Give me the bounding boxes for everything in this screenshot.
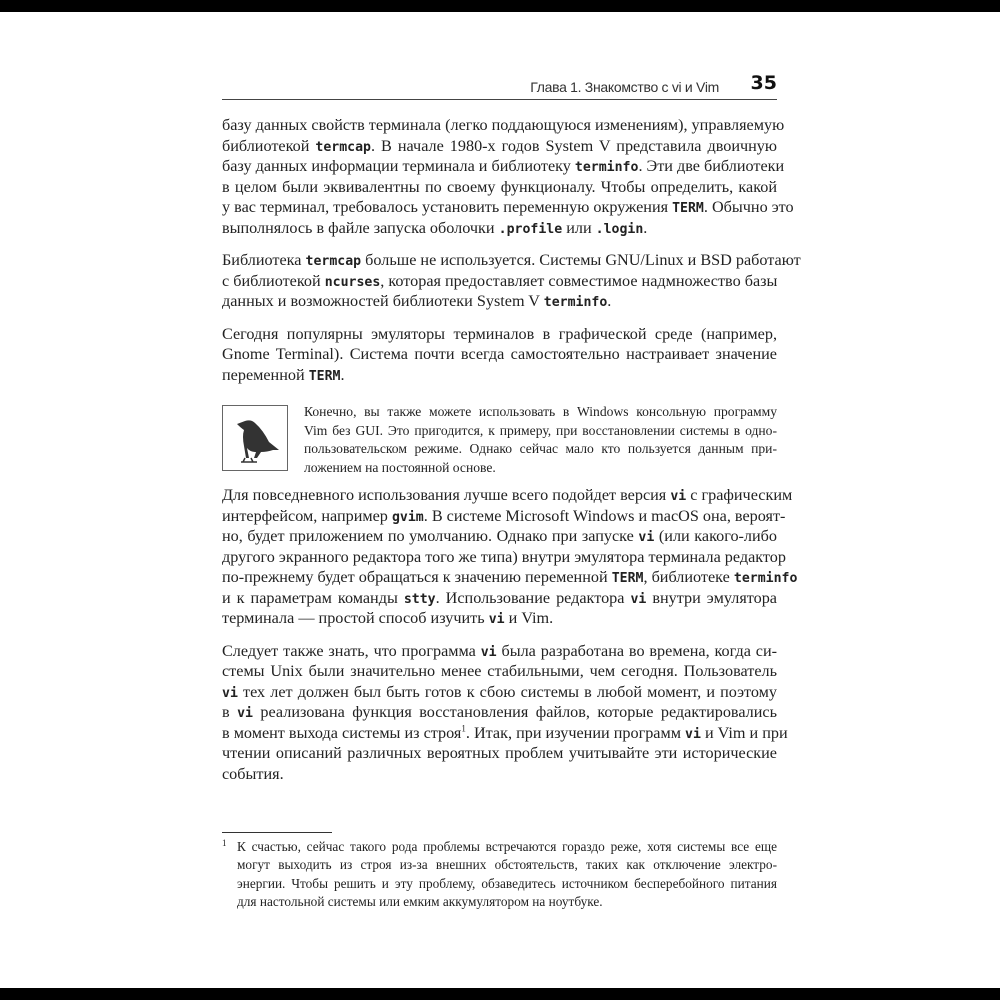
- paragraph: [222, 250, 801, 312]
- text-line: [222, 641, 777, 662]
- footnote-mark: 1: [222, 838, 227, 848]
- note-callout: [222, 405, 777, 485]
- text-line: [222, 291, 777, 312]
- text-run: Следует также знать, что программа: [222, 641, 481, 660]
- text-line: [222, 197, 794, 218]
- body-paragraphs-bottom: [222, 485, 798, 796]
- paragraph: [222, 115, 794, 238]
- text-line: [222, 567, 798, 588]
- text-line: [222, 136, 777, 157]
- text-line: [237, 893, 777, 911]
- text-line: [222, 250, 801, 271]
- inline-code: TERM: [672, 201, 704, 216]
- text-run: , которая предоставляет совместимое надмножество базы: [380, 271, 778, 290]
- inline-code: termcap: [315, 139, 371, 155]
- text-line: [222, 365, 777, 386]
- text-run: К счастью, сейчас такого рода проблемы встречаются гораздо реже, хотя системы все еще: [237, 839, 777, 854]
- text-line: [237, 856, 777, 874]
- footnote-reference: 1: [461, 723, 466, 734]
- text-run: Библиотека: [222, 251, 306, 269]
- paragraph: [222, 485, 798, 629]
- page-body: [222, 115, 801, 796]
- text-line: [222, 344, 777, 365]
- text-run: у вас терминал, требовалось установить переменную окружения: [222, 198, 673, 216]
- text-line: [222, 485, 793, 506]
- text-run: данных и возможностей библиотеки System V: [222, 292, 544, 310]
- text-run: . Использование редактора: [435, 588, 631, 607]
- text-line: [304, 440, 777, 459]
- inline-code: terminfo: [543, 295, 608, 310]
- inline-code: vi: [480, 644, 497, 660]
- inline-code: termcap: [305, 254, 362, 269]
- text-run: . Эти две библиотеки: [638, 157, 785, 175]
- text-run: и к параметрам команды: [222, 588, 404, 607]
- inline-code: vi: [670, 489, 687, 504]
- text-line: [222, 218, 777, 239]
- text-line: [304, 422, 777, 441]
- inline-code: terminfo: [733, 571, 798, 586]
- note-text: [304, 403, 777, 477]
- inline-code: vi: [685, 726, 701, 742]
- inline-code: TERM: [308, 368, 341, 384]
- text-run: но, будет приложением по умолчанию. Однако при запуске: [222, 527, 639, 545]
- text-run: .: [643, 218, 648, 237]
- text-run: Для повседневного использования лучше всего подойдет версия: [222, 486, 671, 504]
- inline-code: vi: [630, 591, 647, 607]
- text-line: [304, 403, 777, 422]
- text-run: внутри эмулятора: [646, 588, 777, 607]
- text-line: [222, 702, 777, 723]
- text-line: [222, 764, 777, 785]
- text-line: [222, 723, 788, 744]
- text-run: переменной: [222, 365, 309, 384]
- inline-code: terminfo: [574, 160, 639, 175]
- inline-code: .login: [595, 221, 644, 237]
- inline-code: vi: [237, 706, 253, 721]
- text-run: с библиотекой: [222, 271, 325, 290]
- text-run: интерфейсом, например: [222, 506, 392, 525]
- text-run: с графическим: [686, 486, 793, 504]
- text-run: выполнялось в файле запуска оболочки: [222, 218, 499, 237]
- text-run: энергии. Чтобы решить и эту проблему, обзаведитесь источником бесперебойного питания: [237, 875, 777, 891]
- text-run: (или какого-либо: [654, 527, 777, 545]
- book-page: [0, 12, 1000, 988]
- text-line: [222, 115, 785, 136]
- text-run: в целом были эквивалентны по своему функционалу. Чтобы определить, какой: [222, 177, 777, 196]
- text-line: [237, 875, 777, 893]
- text-run: . В системе Microsoft Windows и macOS она, вероят-: [423, 506, 786, 525]
- inline-code: .profile: [498, 221, 563, 237]
- text-run: базу данных свойств терминала (легко поддающуюся изменениям), управляемую: [222, 116, 785, 134]
- footnote-separator: [222, 832, 332, 833]
- chapter-title: Глава 1. Знакомство с vi и Vim: [530, 79, 719, 95]
- footnote-text: [237, 838, 777, 911]
- text-run: и Vim и при: [700, 723, 788, 742]
- text-line: [237, 838, 777, 856]
- text-line: [222, 588, 777, 609]
- text-line: [222, 526, 777, 547]
- text-run: тех лет должен был быть готов к сбою системы в любой момент, и поэтому: [237, 682, 777, 701]
- text-run: в: [222, 703, 238, 721]
- inline-code: gvim: [391, 509, 424, 525]
- text-line: [222, 506, 786, 527]
- text-run: другого экранного редактора того же типа) внутри эмулятора терминала редактор: [222, 547, 786, 566]
- text-line: [222, 682, 777, 703]
- inline-code: vi: [488, 612, 505, 627]
- text-run: события.: [222, 764, 284, 783]
- text-run: могут выходить из строя из-за внешних обстоятельств, таких как отключение электро-: [237, 857, 777, 873]
- text-line: [222, 547, 786, 568]
- text-run: для настольной системы или емким аккумулятором на ноутбуке.: [237, 893, 603, 909]
- text-run: по-прежнему будет обращаться к значению переменной: [222, 568, 612, 586]
- paragraph: [222, 324, 777, 386]
- running-header: [222, 64, 777, 100]
- paragraph: [222, 641, 788, 785]
- crow-icon: [222, 405, 288, 471]
- text-line: [222, 743, 777, 764]
- text-run: в момент выхода системы из строя: [222, 723, 462, 742]
- body-paragraphs-top: [222, 115, 801, 397]
- text-run: .: [607, 292, 612, 310]
- text-run: чтении описаний различных вероятных проблем учитывайте эти исторические: [222, 744, 777, 762]
- text-run: терминала — простой способ изучить: [222, 609, 489, 627]
- text-run: ложением на постоянной основе.: [304, 459, 496, 475]
- text-run: пользовательском режиме. Однако сейчас мало кто пользуется данным при-: [304, 441, 777, 456]
- text-run: . Итак, при изучении программ: [465, 723, 686, 742]
- inline-code: stty: [403, 591, 436, 607]
- text-run: .: [340, 365, 345, 384]
- text-run: реализована функция восстановления файлов, которые редактировались: [252, 703, 777, 721]
- text-line: [304, 459, 777, 478]
- text-run: , библиотеке: [643, 568, 734, 586]
- inline-code: ncurses: [324, 274, 381, 290]
- text-run: . Обычно это: [703, 198, 794, 216]
- text-line: [222, 177, 777, 198]
- inline-code: TERM: [611, 571, 644, 586]
- text-run: базу данных информации терминала и библиотеку: [222, 157, 575, 175]
- text-line: [222, 271, 777, 292]
- text-line: [222, 324, 777, 345]
- text-run: Конечно, вы также можете использовать в Windows консольную программу: [304, 404, 777, 419]
- text-run: Gnome Terminal). Система почти всегда самостоятельно настраивает значение: [222, 345, 777, 363]
- text-run: стемы Unix были значительно менее стабильными, чем сегодня. Пользователь: [222, 662, 777, 680]
- text-run: . В начале 1980-х годов System V представила двоичную: [371, 136, 777, 155]
- text-run: библиотекой: [222, 136, 316, 155]
- text-run: и Vim.: [504, 609, 554, 627]
- text-run: была разработана во времена, когда си-: [496, 641, 778, 660]
- text-line: [222, 608, 777, 629]
- text-run: Сегодня популярны эмуляторы терминалов в графической среде (например,: [222, 324, 777, 343]
- text-run: или: [562, 218, 596, 237]
- page-number: 35: [750, 72, 777, 94]
- inline-code: vi: [222, 685, 238, 701]
- text-line: [222, 661, 777, 682]
- text-line: [222, 156, 785, 177]
- inline-code: vi: [638, 530, 655, 545]
- text-run: Vim без GUI. Это пригодится, к примеру, при восстановлении системы в одно-: [304, 422, 777, 438]
- text-run: больше не используется. Системы GNU/Linux и BSD работают: [361, 251, 801, 269]
